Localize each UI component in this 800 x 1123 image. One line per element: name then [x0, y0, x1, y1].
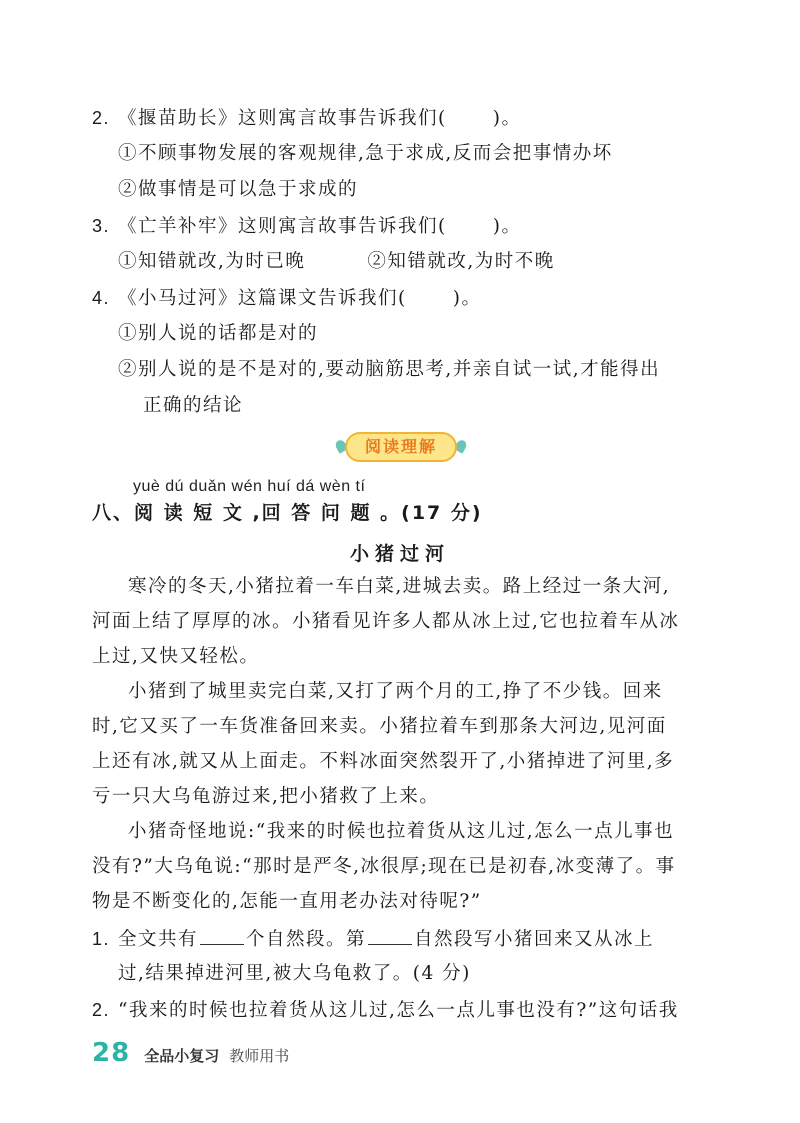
passage-line: 没有?”大乌龟说:“那时是严冬,冰很厚;现在已是初春,冰变薄了。事 [92, 856, 676, 877]
section-badge-label: 阅读理解 [345, 432, 457, 462]
question-text-end: )。 [492, 108, 522, 129]
question-number: 1. [92, 929, 111, 949]
passage-line: 亏一只大乌龟游过来,把小猪救了上来。 [92, 786, 440, 807]
question-text-continued: 过,结果掉进河里,被大乌龟救了。(4 分) [118, 963, 471, 984]
fill-blank[interactable] [200, 926, 244, 945]
question-2 [92, 105, 521, 132]
question-text: 《揠苗助长》这则寓言故事告诉我们( [118, 108, 447, 129]
option: ①别人说的话都是对的 [118, 323, 319, 344]
question-text: 《小马过河》这篇课文告诉我们( [118, 288, 407, 309]
option: ②别人说的是不是对的,要动脑筋思考,并亲自试一试,才能得出 [118, 359, 661, 380]
fill-blank[interactable] [368, 926, 412, 945]
page-number: 28 [92, 1038, 131, 1068]
option: ②做事情是可以急于求成的 [118, 179, 359, 200]
option: ①知错就改,为时已晚 [118, 251, 306, 272]
question-3 [92, 213, 521, 240]
passage-title: 小猪过河 [349, 543, 450, 565]
reading-question-2 [92, 997, 679, 1024]
passage-line: 河面上结了厚厚的冰。小猪看见许多人都从冰上过,它也拉着车从冰 [92, 611, 680, 632]
question-text: 全文共有 [118, 929, 199, 950]
question-text: 个自然段。第 [246, 929, 367, 950]
heading-pinyin: yuè dú duǎn wén huí dá wèn tí [133, 478, 366, 495]
passage-line: 物是不断变化的,怎能一直用老办法对待呢?” [92, 891, 482, 912]
passage-line: 小猪到了城里卖完白菜,又打了两个月的工,挣了不少钱。回来 [128, 681, 663, 702]
question-number: 2. [92, 108, 111, 128]
question-text-end: )。 [452, 288, 482, 309]
options-row [118, 249, 555, 275]
question-number: 4. [92, 288, 111, 308]
reading-question-1 [92, 926, 654, 953]
book-brand: 全品小复习 [144, 1047, 220, 1065]
page-footer [92, 1038, 289, 1068]
passage-line: 小猪奇怪地说:“我来的时候也拉着货从这儿过,怎么一点儿事也 [128, 821, 675, 842]
book-subtitle: 教师用书 [229, 1047, 290, 1065]
question-4 [92, 285, 481, 312]
question-text: “我来的时候也拉着货从这儿过,怎么一点儿事也没有?”这句话我 [118, 1000, 679, 1021]
question-text: 自然段写小猪回来又从冰上 [414, 929, 655, 950]
question-number: 3. [92, 216, 111, 236]
passage-line: 寒冷的冬天,小猪拉着一车白菜,进城去卖。路上经过一条大河, [128, 576, 671, 597]
section-badge [345, 432, 457, 462]
passage-line: 时,它又买了一车货准备回来卖。小猪拉着车到那条大河边,见河面 [92, 716, 667, 737]
question-number: 2. [92, 1000, 111, 1020]
option-continued: 正确的结论 [143, 395, 244, 416]
question-text: 《亡羊补牢》这则寓言故事告诉我们( [118, 216, 447, 237]
option: ①不顾事物发展的客观规律,急于求成,反而会把事情办坏 [118, 143, 613, 164]
option: ②知错就改,为时不晚 [367, 251, 555, 272]
section-8-heading: 八、阅 读 短 文 ,回 答 问 题 。(17 分) [92, 502, 483, 524]
passage-line: 上过,又快又轻松。 [92, 646, 260, 667]
passage-line: 上还有冰,就又从上面走。不料冰面突然裂开了,小猪掉进了河里,多 [92, 751, 675, 772]
question-text-end: )。 [492, 216, 522, 237]
